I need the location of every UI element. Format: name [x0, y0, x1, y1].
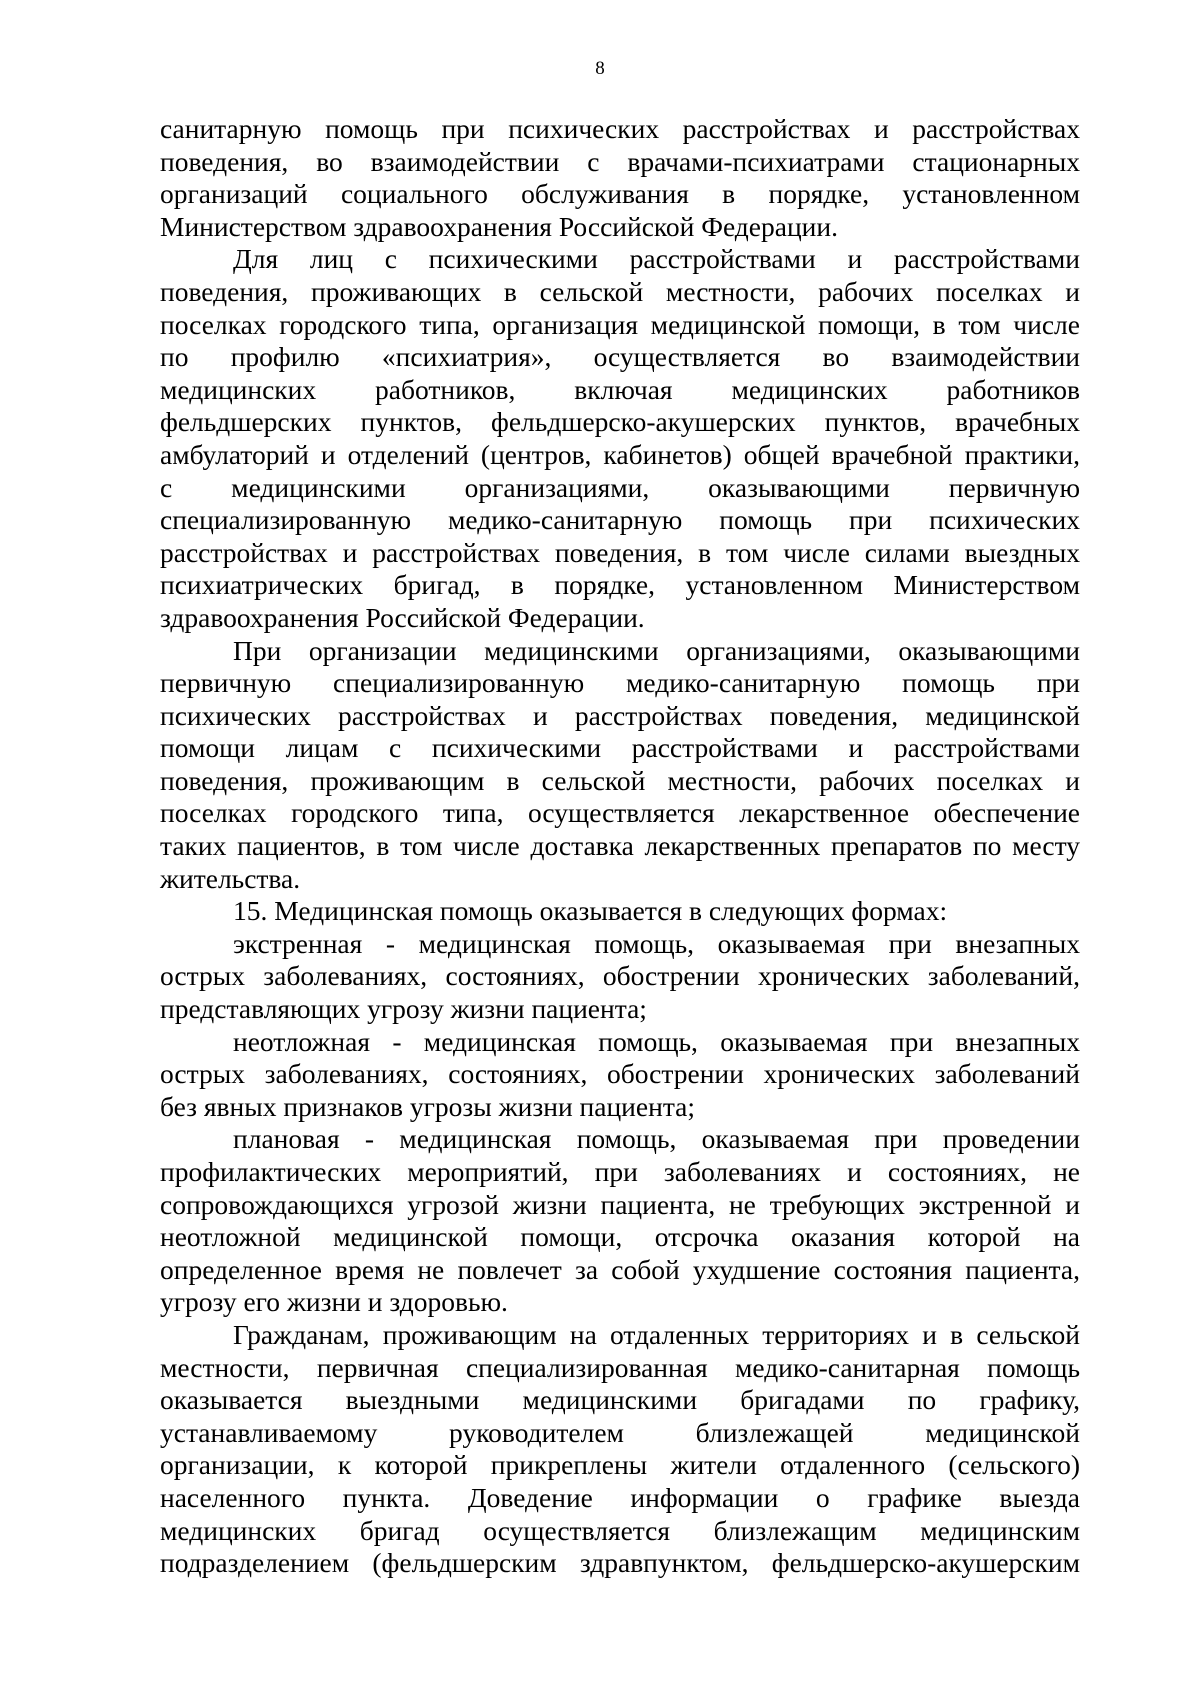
text-line: медицинских бригад осуществляется близлежащим медицинским	[160, 1514, 1080, 1546]
text-line: оказывается выездными медицинскими бригадами по графику,	[160, 1384, 1080, 1416]
document-body	[160, 113, 1080, 1580]
text-line: по профилю «психиатрия», осуществляется во взаимодействии	[160, 341, 1080, 373]
text-line: поселках городского типа, осуществляется лекарственное обеспечение	[160, 797, 1080, 829]
paragraph	[160, 895, 1080, 928]
text-line: поселках городского типа, организация медицинской помощи, в том числе	[160, 308, 1080, 340]
text-line: экстренная - медицинская помощь, оказываемая при внезапных	[233, 927, 1080, 959]
paragraph	[160, 113, 1080, 243]
text-line: угрозу его жизни и здоровью.	[160, 1286, 508, 1318]
text-line: неотложная - медицинская помощь, оказываемая при внезапных	[233, 1025, 1080, 1057]
paragraph	[160, 1319, 1080, 1580]
text-line: здравоохранения Российской Федерации.	[160, 601, 645, 633]
text-line: таких пациентов, в том числе доставка лекарственных препаратов по месту	[160, 830, 1080, 862]
paragraph	[160, 243, 1080, 634]
text-line: психиатрических бригад, в порядке, установленном Министерством	[160, 569, 1080, 601]
text-line: представляющих угрозу жизни пациента;	[160, 993, 647, 1025]
text-line: с медицинскими организациями, оказывающими первичную	[160, 471, 1080, 503]
text-line: местности, первичная специализированная медико-санитарная помощь	[160, 1351, 1080, 1383]
text-line: амбулаторий и отделений (центров, кабинетов) общей врачебной практики,	[160, 438, 1080, 470]
text-line: организации, к которой прикреплены жители отдаленного (сельского)	[160, 1449, 1080, 1481]
text-line: острых заболеваниях, состояниях, обострении хронических заболеваний	[160, 1058, 1080, 1090]
text-line: помощи лицам с психическими расстройствами и расстройствами	[160, 732, 1080, 764]
text-line: Гражданам, проживающим на отдаленных территориях и в сельской	[233, 1318, 1080, 1350]
text-line: 15. Медицинская помощь оказывается в следующих формах:	[233, 895, 948, 927]
text-line: поведения, проживающих в сельской местности, рабочих поселках и	[160, 275, 1080, 307]
text-line: поведения, во взаимодействии с врачами-психиатрами стационарных	[160, 145, 1080, 177]
text-line: поведения, проживающим в сельской местности, рабочих поселках и	[160, 764, 1080, 796]
text-line: определенное время не повлечет за собой ухудшение состояния пациента,	[160, 1253, 1080, 1285]
text-line: первичную специализированную медико-санитарную помощь при	[160, 667, 1080, 699]
text-line: При организации медицинскими организациями, оказывающими	[233, 634, 1080, 666]
text-line: санитарную помощь при психических расстройствах и расстройствах	[160, 113, 1080, 144]
page-number: 8	[595, 58, 605, 79]
text-line: специализированную медико-санитарную помощь при психических	[160, 504, 1080, 536]
paragraph	[160, 635, 1080, 896]
text-line: Министерством здравоохранения Российской Федерации.	[160, 210, 838, 242]
text-line: подразделением (фельдшерским здравпунктом, фельдшерско-акушерским	[160, 1547, 1080, 1579]
text-line: организаций социального обслуживания в порядке, установленном	[160, 178, 1080, 210]
text-line: неотложной медицинской помощи, отсрочка оказания которой на	[160, 1221, 1080, 1253]
paragraph	[160, 928, 1080, 1026]
paragraph	[160, 1123, 1080, 1319]
text-line: фельдшерских пунктов, фельдшерско-акушерских пунктов, врачебных	[160, 406, 1080, 438]
text-line: жительства.	[160, 862, 301, 894]
text-line: расстройствах и расстройствах поведения, в том числе силами выездных	[160, 536, 1080, 568]
text-line: сопровождающихся угрозой жизни пациента, не требующих экстренной и	[160, 1188, 1080, 1220]
text-line: острых заболеваниях, состояниях, обострении хронических заболеваний,	[160, 960, 1080, 992]
text-line: медицинских работников, включая медицинских работников	[160, 373, 1080, 405]
text-line: устанавливаемому руководителем близлежащей медицинской	[160, 1416, 1080, 1448]
paragraph	[160, 1026, 1080, 1124]
text-line: плановая - медицинская помощь, оказываемая при проведении	[233, 1123, 1080, 1155]
text-line: населенного пункта. Доведение информации о графике выезда	[160, 1481, 1080, 1513]
text-line: профилактических мероприятий, при заболеваниях и состояниях, не	[160, 1156, 1080, 1187]
text-line: Для лиц с психическими расстройствами и расстройствами	[233, 243, 1080, 275]
text-line: психических расстройствах и расстройствах поведения, медицинской	[160, 699, 1080, 731]
text-line: без явных признаков угрозы жизни пациента;	[160, 1090, 696, 1122]
